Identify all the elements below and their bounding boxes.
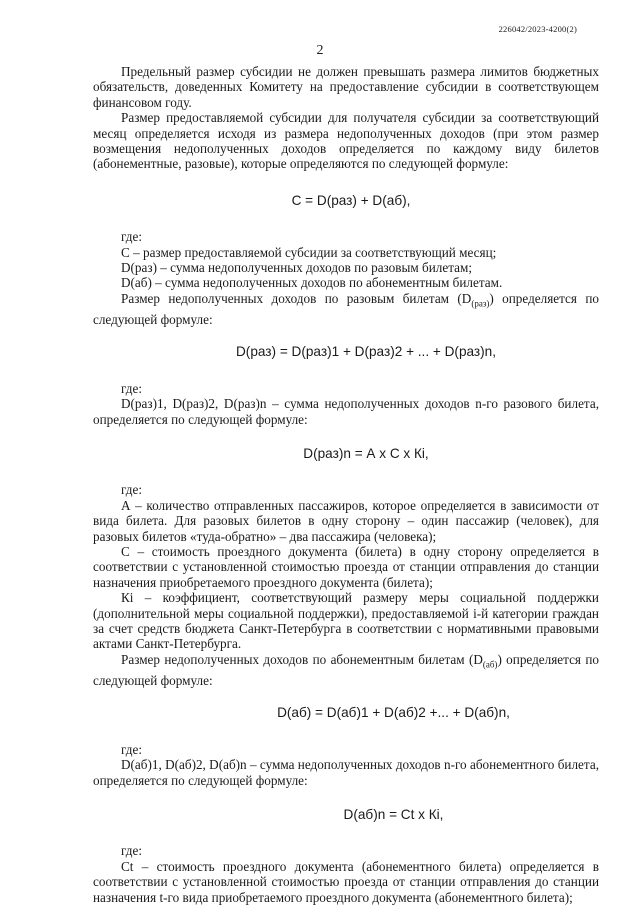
page-number: 2: [316, 43, 324, 58]
formula-total-subsidy: С = D(раз) + D(аб),: [291, 192, 411, 208]
where-label: где:: [121, 741, 142, 757]
paragraph-subsidy-limit: Предельный размер субсидии не должен превышать размера лимитов бюджетных обязательств, доведенных Комитету на предоставление субсидии в соответствующем финансовом году.: [93, 64, 599, 110]
paragraph-season-tickets-text: Размер недополученных доходов по абонементным билетам (D: [121, 651, 483, 667]
definition-a: А – количество отправленных пассажиров, которое определяется в зависимости от вида билета. Для разовых билетов в одну сторону – один пассажир (человек), для разовых билетов «туда-обратно» – два пассажира (человека);: [93, 497, 599, 544]
paragraph-single-tickets-text: Размер недополученных доходов по разовым билетам (D: [121, 290, 472, 306]
formula-season-sum: D(аб) = D(аб)1 + D(аб)2 +... + D(аб)n,: [277, 705, 510, 721]
paragraph-single-tickets: [93, 291, 599, 327]
paragraph-subsidy-size: Размер предоставляемой субсидии для получателя субсидии за соответствующий месяц определяется исходя из размера недополученных доходов (при этом размер возмещения недополученных доходов определяется по каждому виду билетов (абонементные, разовые), которые определяются по следующей формуле:: [93, 110, 599, 172]
document-body: [93, 64, 599, 905]
document-number: 226042/2023-4200(2): [498, 24, 577, 34]
paragraph-season-tickets-tail: ) определяется по следующей формуле:: [93, 651, 599, 688]
where-label: где:: [121, 843, 142, 859]
paragraph-single-tickets-tail: ) определяется по следующей формуле:: [93, 290, 600, 327]
definition-d-ab: D(аб) – сумма недополученных доходов по абонементным билетам.: [121, 275, 503, 291]
definition-d-raz-n: D(раз)1, D(раз)2, D(раз)n – сумма недополученных доходов n-го разового билета, определяется по следующей формуле:: [93, 396, 599, 427]
subscript-ab: (аб): [482, 659, 498, 670]
definition-ct: Сt – стоимость проездного документа (абонементного билета) определяется в соответствии с установленной стоимостью проезда от станции отправления до станции назначения t-го вида приобретаемого проездного документа (абонементного билета);: [93, 858, 599, 905]
formula-season-n: D(аб)n = Сt x Кi,: [343, 806, 444, 822]
definition-c-cost: С – стоимость проездного документа (билета) в одну сторону определяется в соответствии с установленной стоимостью проезда от станции отправления до станции назначения приобретаемого проездного документа (билета);: [93, 543, 599, 590]
where-label: где:: [121, 380, 142, 396]
definition-d-raz: D(раз) – сумма недополученных доходов по разовым билетам;: [121, 260, 472, 276]
formula-single-sum: D(раз) = D(раз)1 + D(раз)2 + ... + D(раз)n,: [235, 344, 497, 360]
formula-single-n: D(раз)n = А x С x Кi,: [303, 445, 429, 461]
where-label: где:: [121, 482, 142, 498]
paragraph-season-tickets: [93, 652, 599, 688]
where-label: где:: [121, 229, 142, 245]
definition-c: С – размер предоставляемой субсидии за соответствующий месяц;: [121, 244, 497, 260]
definition-ki: Кi – коэффициент, соответствующий размеру меры социальной поддержки (дополнительной меры социальной поддержки), предоставляемой i-й категории граждан за счет средств бюджета Санкт-Петербурга в соответствии с нормативными правовыми актами Санкт-Петербурга.: [93, 590, 599, 652]
definition-d-ab-n: D(аб)1, D(аб)2, D(аб)n – сумма недополученных доходов n-го абонементного билета, определяется по следующей формуле:: [93, 757, 599, 788]
subscript-raz: (раз): [471, 298, 490, 309]
